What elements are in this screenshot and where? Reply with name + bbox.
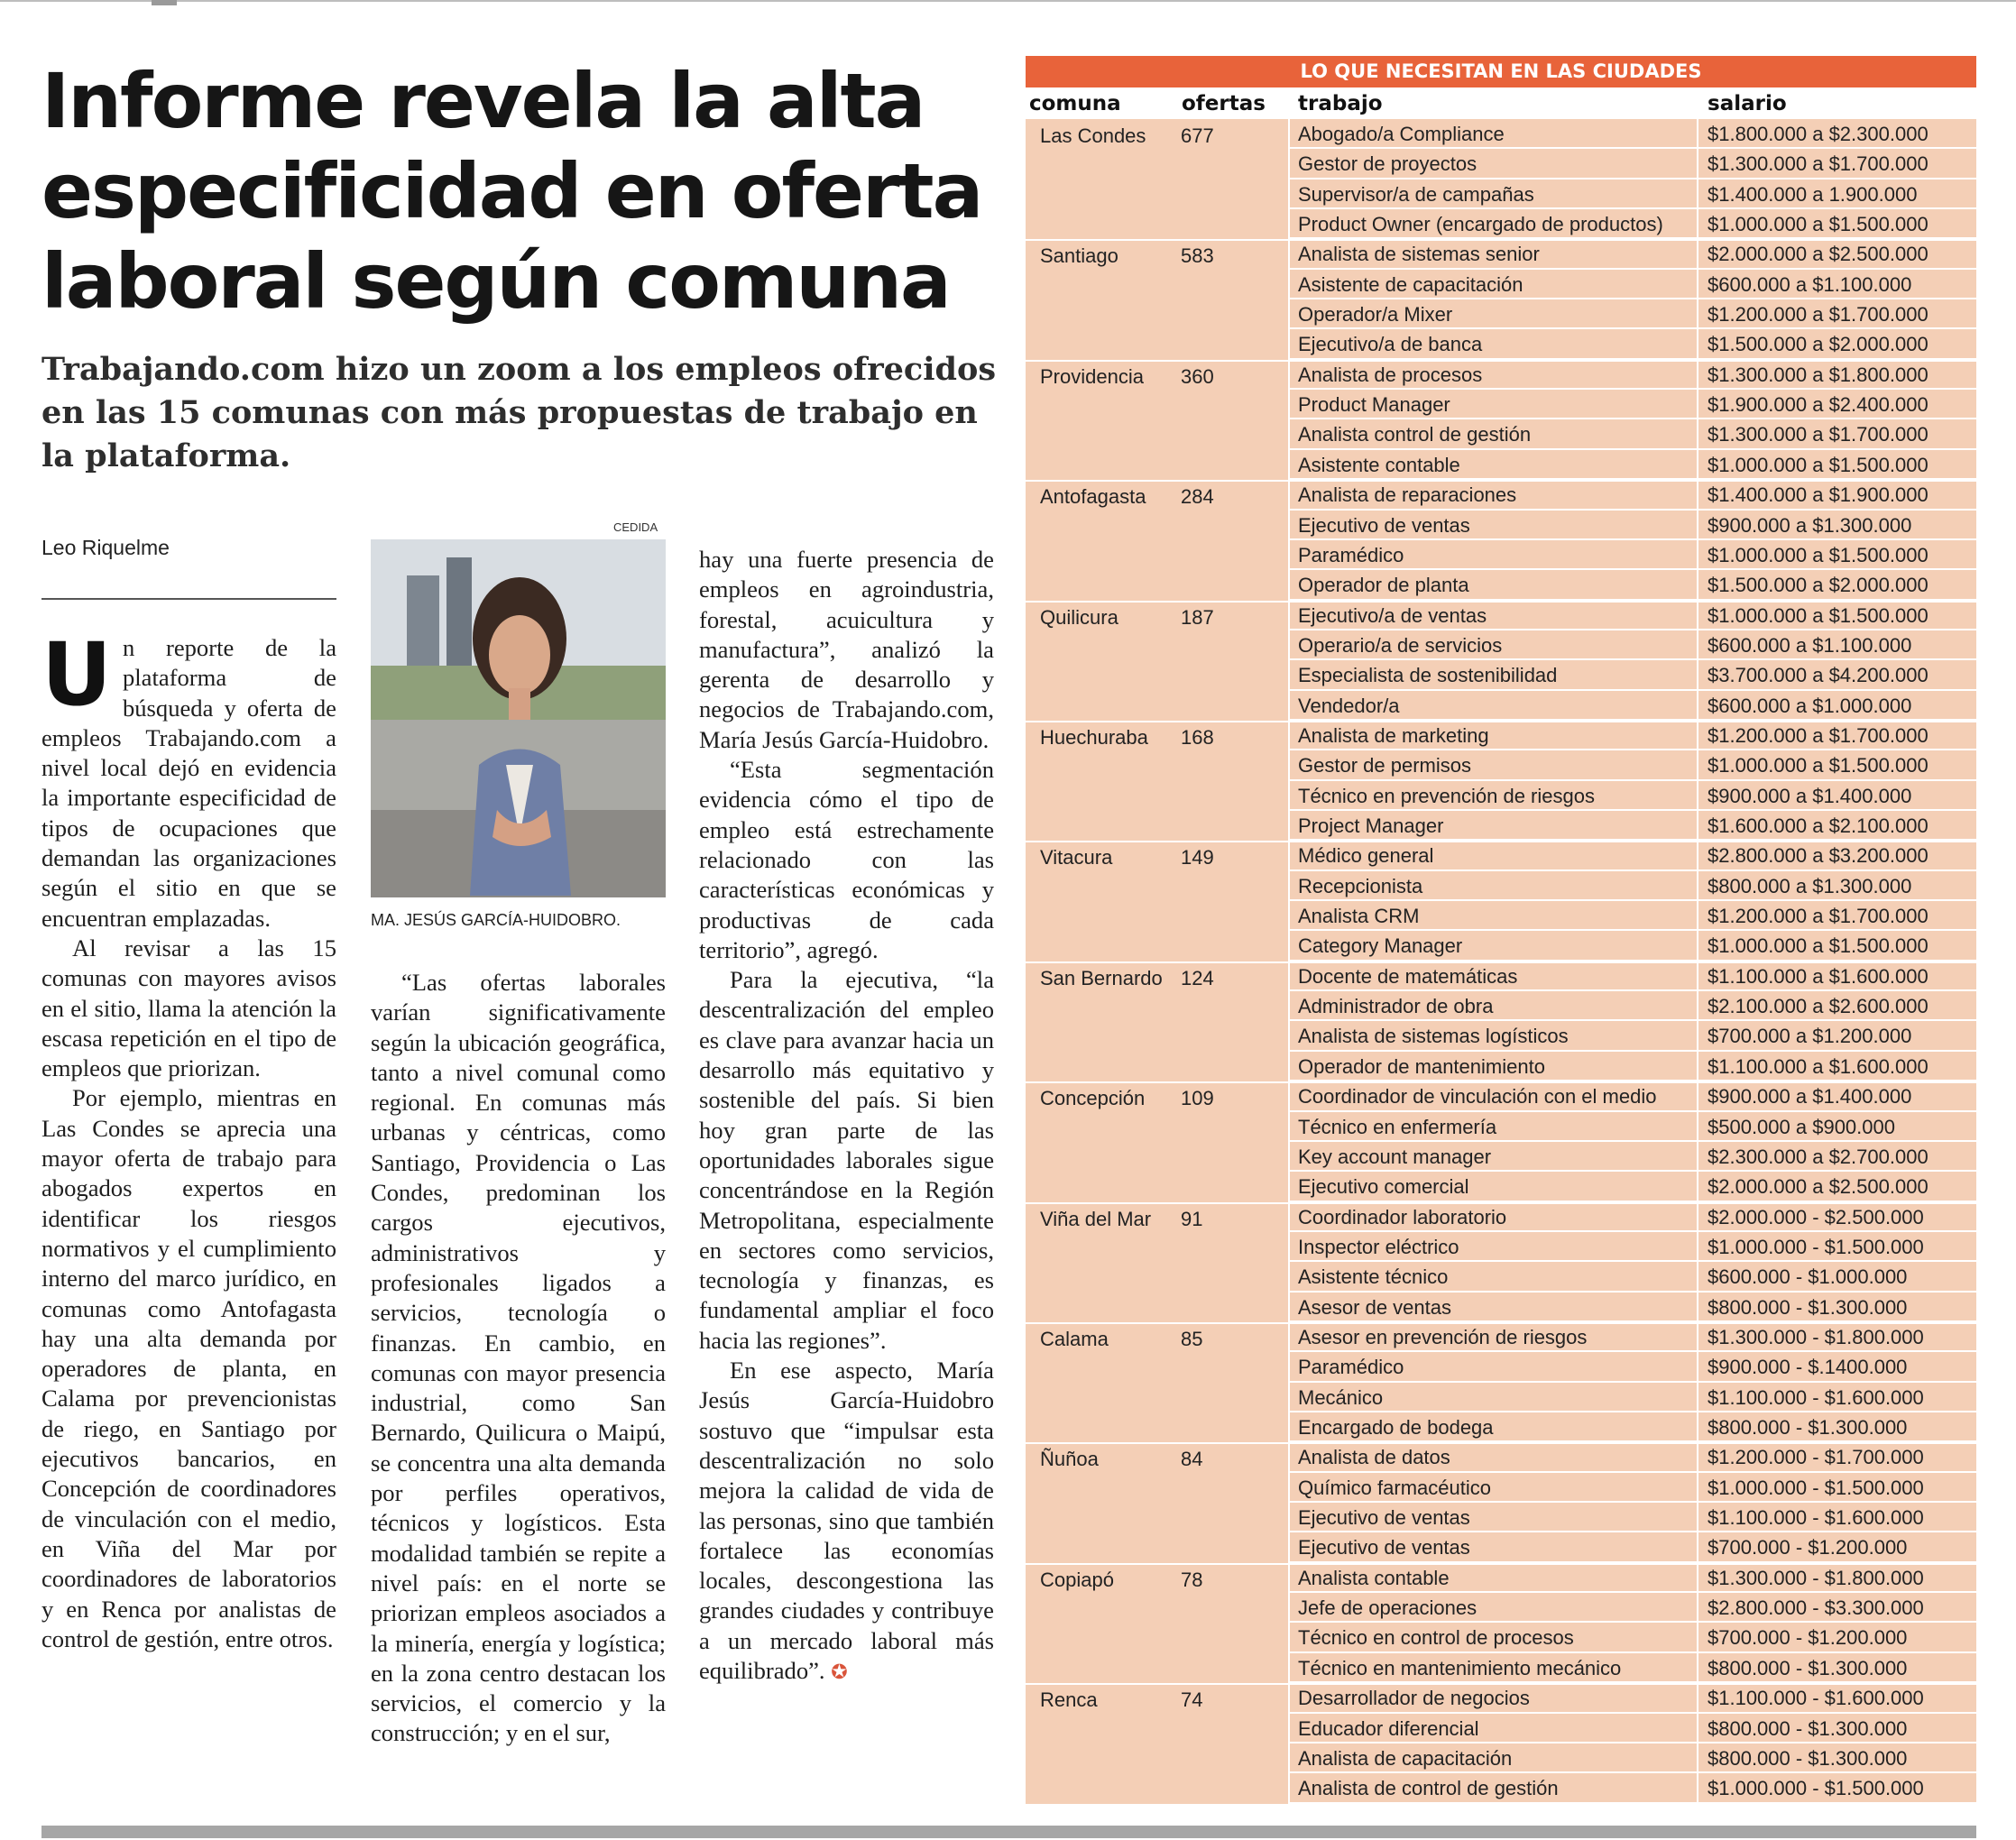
table-row [1290,480,1976,510]
cell-divider [1697,1352,1698,1382]
trabajo-cell: Analista de sistemas senior [1298,243,1540,266]
cell-divider [1697,239,1698,269]
trabajo-cell: Gestor de proyectos [1298,152,1477,176]
table-row [1290,841,1976,870]
salario-cell: $1.200.000 - $1.700.000 [1708,1446,1924,1469]
table-row [1290,270,1976,299]
cell-divider [1697,1473,1698,1503]
table-group [1026,1202,1976,1322]
table-row [1290,450,1976,480]
table-group [1026,1563,1976,1683]
top-rule [0,0,2016,2]
byline-rule [41,598,336,600]
header-comuna: comuna [1029,92,1121,115]
comuna-cell: Providencia [1040,364,1144,388]
trabajo-cell: Coordinador de vinculación con el medio [1298,1085,1657,1109]
table-title: LO QUE NECESITAN EN LAS CIUDADES [1026,56,1976,87]
cell-divider [1697,1653,1698,1683]
comuna-cell: Santiago [1040,244,1118,268]
deck-subtitle: Trabajando.com hizo un zoom a los empleos ofrecidos en las 15 comunas con más propuestas de trabajo en la plataforma. [41,351,997,474]
cell-divider [1697,1081,1698,1111]
salario-cell: $800.000 - $1.300.000 [1708,1716,1908,1740]
salario-cell: $1.000.000 a $1.500.000 [1708,213,1929,236]
table-row [1290,1172,1976,1201]
salario-cell: $800.000 - $1.300.000 [1708,1295,1908,1319]
trabajo-cell: Operador de planta [1298,574,1469,597]
table-row [1290,781,1976,811]
trabajo-cell: Técnico en prevención de riesgos [1298,784,1595,807]
salario-cell: $1.300.000 a $1.700.000 [1708,152,1929,176]
salario-cell: $1.300.000 - $1.800.000 [1708,1326,1924,1348]
salario-cell: $600.000 - $1.000.000 [1708,1265,1908,1289]
trabajo-cell: Ejecutivo comercial [1298,1175,1469,1199]
cell-divider [1697,871,1698,901]
table-row [1290,660,1976,690]
salario-cell: $1.500.000 a $2.000.000 [1708,574,1929,597]
table-row [1290,750,1976,780]
salario-cell: $2.300.000 a $2.700.000 [1708,1145,1929,1168]
article-column-1 [41,624,336,1654]
trabajo-cell: Product Manager [1298,393,1450,417]
table-row [1290,360,1976,390]
cell-divider [1697,781,1698,811]
cell-divider [1697,901,1698,931]
salario-cell: $700.000 a $1.200.000 [1708,1025,1912,1048]
comuna-cell: Antofagasta [1040,485,1146,509]
table-row [1290,721,1976,750]
comuna-cell: Vitacura [1040,846,1113,869]
table-row [1290,1773,1976,1803]
cell-divider [1697,1714,1698,1743]
table-row [1290,1532,1976,1562]
salario-cell: $700.000 - $1.200.000 [1708,1626,1908,1650]
table-row [1290,901,1976,931]
table-row [1290,1081,1976,1111]
cell-divider [1697,1412,1698,1442]
trabajo-cell: Analista de control de gestión [1298,1777,1559,1800]
table-group [1026,601,1976,721]
table-row [1290,209,1976,239]
cell-divider [1697,1293,1698,1322]
cell-divider [1697,1532,1698,1562]
salario-cell: $600.000 a $1.000.000 [1708,694,1912,717]
trabajo-cell: Asesor de ventas [1298,1295,1451,1319]
table-row [1290,1593,1976,1623]
cell-divider [1697,1052,1698,1081]
ofertas-cell: 91 [1181,1207,1203,1230]
cell-divider [1697,119,1698,149]
salario-cell: $1.200.000 a $1.700.000 [1708,303,1929,327]
table-row [1290,811,1976,841]
ofertas-cell: 284 [1181,485,1214,509]
table-row [1290,179,1976,209]
ofertas-cell: 677 [1181,124,1214,147]
cell-divider [1697,149,1698,179]
table-row [1290,1412,1976,1442]
cell-divider [1697,1503,1698,1532]
comuna-cell: Renca [1040,1688,1098,1712]
cell-divider [1697,329,1698,359]
trabajo-cell: Mecánico [1298,1385,1384,1409]
cell-divider [1697,270,1698,299]
ofertas-cell: 85 [1181,1328,1203,1350]
article-column-3 [699,545,994,1688]
trabajo-cell: Docente de matemáticas [1298,964,1518,988]
table-row [1290,931,1976,961]
table-row [1290,1262,1976,1292]
cell-divider [1697,1112,1698,1142]
trabajo-cell: Encargado de bodega [1298,1416,1494,1440]
trabajo-cell: Gestor de permisos [1298,754,1471,777]
table-row [1290,1232,1976,1262]
table-row [1290,1052,1976,1081]
trabajo-cell: Técnico en enfermería [1298,1115,1497,1138]
cell-divider [1697,570,1698,600]
salario-cell: $1.300.000 a $1.800.000 [1708,363,1929,386]
byline: Leo Riquelme [41,536,170,559]
trabajo-cell: Asistente contable [1298,453,1460,476]
trabajo-cell: Ejecutivo de ventas [1298,513,1470,537]
trabajo-cell: Recepcionista [1298,874,1423,897]
comuna-cell: Viña del Mar [1040,1207,1152,1230]
trabajo-cell: Analista de capacitación [1298,1746,1513,1770]
cell-divider [1697,1743,1698,1773]
salario-cell: $800.000 a $1.300.000 [1708,874,1912,897]
trabajo-cell: Product Owner (encargado de productos) [1298,213,1663,236]
trabajo-cell: Operador/a Mixer [1298,303,1453,327]
salario-cell: $1.500.000 a $2.000.000 [1708,333,1929,356]
trabajo-cell: Analista CRM [1298,905,1420,928]
salario-cell: $500.000 a $900.000 [1708,1115,1895,1138]
cell-divider [1697,961,1698,991]
paragraph: “Las ofertas laborales varían significativamente según la ubicación geográfica, tanto a nivel comunal como regional. En comunas más urbanas y céntricas, como Santiago, Providencia o Las Condes, predominan los cargos ejecutivos, administrativos y profesionales ligados a servicios, tecnología o finanzas. En cambio, en comunas con mayor presencia industrial, como San Bernardo, Quilicura o Maipú, se concentra una alta demanda por perfiles operativos, técnicos y logísticos. Esta modalidad también se repite a nivel país: en el norte se priorizan empleos asociados a la minería, energía y logística; en la zona centro destacan los servicios, el comercio y la construcción; y en el sur, [371,969,666,1747]
table-row [1290,1563,1976,1593]
salario-cell: $900.000 a $1.400.000 [1708,784,1912,807]
table-row [1290,540,1976,570]
cell-divider [1697,1773,1698,1803]
table-group [1026,1683,1976,1803]
cell-divider [1697,1262,1698,1292]
salario-cell: $1.200.000 a $1.700.000 [1708,724,1929,747]
ofertas-cell: 74 [1181,1688,1203,1712]
trabajo-cell: Desarrollador de negocios [1298,1687,1530,1710]
table-row [1290,1021,1976,1051]
comuna-cell: Quilicura [1040,605,1118,629]
cell-divider [1697,209,1698,239]
salario-cell: $1.000.000 - $1.500.000 [1708,1235,1924,1258]
salario-cell: $1.900.000 a $2.400.000 [1708,393,1929,417]
ofertas-cell: 149 [1181,846,1214,869]
salario-cell: $1.100.000 a $1.600.000 [1708,1054,1929,1078]
comuna-cell: Ñuñoa [1040,1448,1099,1471]
cell-divider [1697,511,1698,540]
salario-cell: $2.000.000 - $2.500.000 [1708,1205,1924,1228]
paragraph: Por ejemplo, mientras en Las Condes se aprecia una mayor oferta de trabajo para abogados expertos en identificar los riesgos normativos y el cumplimiento interno del marco jurídico, en comunas como Antofagasta hay una alta demanda por operadores de planta, en Calama por prevencionistas de riego, en Santiago por ejecutivos bancarios, en Concepción de coordinadores de vinculación con el medio, en Viña del Mar por coordinadores de laboratorios y en Renca por analistas de control de gestión, entre otros. [41,1084,336,1652]
cell-divider [1697,1202,1698,1232]
trabajo-cell: Analista de datos [1298,1446,1450,1469]
salario-cell: $600.000 a $1.100.000 [1708,272,1912,296]
row-rule [1290,1802,1976,1804]
trabajo-cell: Técnico en control de procesos [1298,1626,1574,1650]
trabajo-cell: Analista de procesos [1298,363,1483,386]
trabajo-cell: Analista de marketing [1298,724,1489,747]
table-group [1026,1322,1976,1442]
salario-cell: $1.000.000 a $1.500.000 [1708,934,1929,958]
table-row [1290,961,1976,991]
ofertas-cell: 187 [1181,605,1214,629]
trabajo-cell: Ejecutivo de ventas [1298,1536,1470,1559]
trabajo-cell: Asistente técnico [1298,1265,1449,1289]
cell-divider [1697,841,1698,870]
salario-cell: $800.000 - $1.300.000 [1708,1746,1908,1770]
trabajo-cell: Inspector eléctrico [1298,1235,1459,1258]
trabajo-cell: Paramédico [1298,543,1404,566]
trabajo-cell: Médico general [1298,844,1434,868]
cell-divider [1697,540,1698,570]
ofertas-cell: 78 [1181,1568,1203,1591]
salario-cell: $1.400.000 a 1.900.000 [1708,182,1918,206]
cell-divider [1697,660,1698,690]
ofertas-cell: 124 [1181,966,1214,989]
header-trabajo: trabajo [1298,92,1383,115]
cell-divider [1697,750,1698,780]
table-row [1290,1112,1976,1142]
ofertas-cell: 168 [1181,726,1214,749]
ofertas-cell: 84 [1181,1448,1203,1471]
salario-cell: $700.000 - $1.200.000 [1708,1536,1908,1559]
trabajo-cell: Supervisor/a de campañas [1298,182,1534,206]
trabajo-cell: Administrador de obra [1298,995,1494,1018]
comuna-cell: San Bernardo [1040,966,1163,989]
cell-divider [1697,299,1698,329]
salario-cell: $1.000.000 a $1.500.000 [1708,453,1929,476]
cell-divider [1697,1683,1698,1713]
table-group [1026,841,1976,961]
column-divider [1288,119,1290,1804]
salario-cell: $900.000 - $.1400.000 [1708,1356,1908,1379]
table-header [1026,88,1976,119]
table-group [1026,360,1976,480]
comuna-cell: Huechuraba [1040,726,1148,749]
headline: Informe revela la alta especificidad en oferta laboral según comuna [41,57,982,326]
table-row [1290,1623,1976,1652]
salario-cell: $1.000.000 - $1.500.000 [1708,1777,1924,1800]
salario-cell: $1.300.000 a $1.700.000 [1708,423,1929,446]
paragraph: “Esta segmentación evidencia cómo el tipo de empleo está estrechamente relacionado con las características económicas y productivas de cada territorio”, agregó. [699,756,994,963]
trabajo-cell: Asesor en prevención de riesgos [1298,1326,1588,1348]
cell-divider [1697,1021,1698,1051]
cell-divider [1697,1623,1698,1652]
salario-cell: $1.100.000 - $1.600.000 [1708,1506,1924,1530]
ofertas-cell: 360 [1181,364,1214,388]
paragraph: En ese aspecto, María Jesús García-Huidobro sostuvo que “impulsar esta descentralización no solo mejora la calidad de vida de las personas, sino que también fortalece las economías locales, descongestiona las grandes ciudades y contribuye a un mercado laboral más equilibrado”. ✪ [699,1357,994,1684]
cell-divider [1697,360,1698,390]
cell-divider [1697,601,1698,630]
trabajo-cell: Analista control de gestión [1298,423,1532,446]
trabajo-cell: Ejecutivo/a de banca [1298,333,1483,356]
trabajo-cell: Ejecutivo de ventas [1298,1506,1470,1530]
cell-divider [1697,931,1698,961]
salario-cell: $1.400.000 a $1.900.000 [1708,483,1929,507]
comuna-cell: Concepción [1040,1087,1146,1110]
salario-cell: $2.100.000 a $2.600.000 [1708,995,1929,1018]
cell-divider [1697,480,1698,510]
salario-cell: $1.600.000 a $2.100.000 [1708,814,1929,838]
cell-divider [1697,991,1698,1021]
salario-cell: $3.700.000 a $4.200.000 [1708,664,1929,687]
comuna-cell: Calama [1040,1328,1109,1350]
salario-cell: $800.000 - $1.300.000 [1708,1416,1908,1440]
trabajo-cell: Analista contable [1298,1566,1450,1589]
salario-cell: $1.100.000 a $1.600.000 [1708,964,1929,988]
salario-cell: $1.800.000 a $2.300.000 [1708,123,1929,145]
cell-divider [1697,721,1698,750]
trabajo-cell: Analista de sistemas logísticos [1298,1025,1569,1048]
table-row [1290,1352,1976,1382]
salario-cell: $1.100.000 - $1.600.000 [1708,1687,1924,1710]
comuna-cell: Copiapó [1040,1568,1114,1591]
trabajo-cell: Analista de reparaciones [1298,483,1517,507]
bottom-bar [41,1826,1976,1838]
trabajo-cell: Técnico en mantenimiento mecánico [1298,1656,1622,1679]
cell-divider [1697,1383,1698,1412]
trabajo-cell: Químico farmacéutico [1298,1476,1491,1499]
paragraph: Al revisar a las 15 comunas con mayores avisos en el sitio, llama la atención la escasa repetición en el tipo de empleos que priorizan. [41,934,336,1082]
table-group [1026,1442,1976,1562]
salario-cell: $1.000.000 a $1.500.000 [1708,543,1929,566]
table-row [1290,1322,1976,1352]
table-group [1026,1081,1976,1201]
trabajo-cell: Paramédico [1298,1356,1404,1379]
trabajo-cell: Project Manager [1298,814,1444,838]
cell-divider [1697,811,1698,841]
paragraph: Para la ejecutiva, “la descentralización del empleo es clave para avanzar hacia un desarrollo más equitativo y sostenible del país. Si bien hoy gran parte de las oportunidades laborales sigue concentrándose en la Región Metropolitana, especialmente en sectores como servicios, tecnología y finanzas, es fundamental ampliar el foco hacia las regiones”. [699,966,994,1354]
drop-cap: U [41,624,112,725]
table-group [1026,961,1976,1081]
table-row [1290,119,1976,149]
trabajo-cell: Abogado/a Compliance [1298,123,1505,145]
photo-caption: MA. JESÚS GARCÍA-HUIDOBRO. [371,911,621,929]
salario-cell: $900.000 a $1.400.000 [1708,1085,1912,1109]
cell-divider [1697,691,1698,721]
table-group [1026,721,1976,841]
ofertas-cell: 109 [1181,1087,1214,1110]
table-row [1290,511,1976,540]
salario-cell: $2.800.000 a $3.200.000 [1708,844,1929,868]
portrait-photo [371,539,666,897]
salario-cell: $1.300.000 - $1.800.000 [1708,1566,1924,1589]
cell-divider [1697,1142,1698,1172]
table-row [1290,239,1976,269]
table-row [1290,691,1976,721]
cell-divider [1697,630,1698,660]
cell-divider [1697,1232,1698,1262]
salario-cell: $2.000.000 a $2.500.000 [1708,243,1929,266]
ofertas-cell: 583 [1181,244,1214,268]
salario-cell: $800.000 - $1.300.000 [1708,1656,1908,1679]
article-column-2 [371,968,666,1749]
paragraph: Un reporte de la plataforma de búsqueda y oferta de empleos Trabajando.com a nivel local dejó en evidencia la importante especificidad de tipos de ocupaciones que demandan las organizaciones según el sitio en que se encuentran emplazadas. [41,624,336,932]
table-row [1290,570,1976,600]
trabajo-cell: Especialista de sostenibilidad [1298,664,1558,687]
trabajo-cell: Vendedor/a [1298,694,1400,717]
table-row [1290,1653,1976,1683]
table-row [1290,1503,1976,1532]
table-row [1290,329,1976,359]
salario-cell: $1.100.000 - $1.600.000 [1708,1385,1924,1409]
salario-cell: $900.000 a $1.300.000 [1708,513,1912,537]
table-row [1290,991,1976,1021]
trabajo-cell: Key account manager [1298,1145,1492,1168]
table-row [1290,149,1976,179]
trabajo-cell: Ejecutivo/a de ventas [1298,603,1487,627]
table-group [1026,119,1976,239]
salario-cell: $600.000 a $1.100.000 [1708,633,1912,657]
trabajo-cell: Coordinador laboratorio [1298,1205,1507,1228]
salario-cell: $1.000.000 a $1.500.000 [1708,754,1929,777]
trabajo-cell: Asistente de capacitación [1298,272,1524,296]
table-row [1290,1202,1976,1232]
table-row [1290,1293,1976,1322]
cell-divider [1697,450,1698,480]
cell-divider [1697,1593,1698,1623]
trabajo-cell: Operario/a de servicios [1298,633,1503,657]
table-body [1026,119,1976,1804]
table-row [1290,299,1976,329]
salario-cell: $2.000.000 a $2.500.000 [1708,1175,1929,1199]
comuna-cell: Las Condes [1040,124,1146,147]
table-row [1290,1743,1976,1773]
header-salario: salario [1708,92,1787,115]
salario-cell: $1.200.000 a $1.700.000 [1708,905,1929,928]
header-ofertas: ofertas [1182,92,1266,115]
salario-cell: $1.000.000 a $1.500.000 [1708,603,1929,627]
table-group [1026,239,1976,359]
trabajo-cell: Category Manager [1298,934,1463,958]
trabajo-cell: Jefe de operaciones [1298,1596,1477,1620]
salario-cell: $1.000.000 - $1.500.000 [1708,1476,1924,1499]
cell-divider [1697,1442,1698,1472]
table-row [1290,1142,1976,1172]
end-mark-icon: ✪ [831,1661,848,1684]
cell-divider [1697,390,1698,419]
jobs-table [1026,56,1976,1804]
table-row [1290,1442,1976,1472]
table-row [1290,871,1976,901]
table-row [1290,1683,1976,1713]
table-row [1290,1383,1976,1412]
table-row [1290,601,1976,630]
photo-credit: CEDIDA [613,520,658,534]
table-row [1290,1714,1976,1743]
trabajo-cell: Educador diferencial [1298,1716,1479,1740]
trabajo-cell: Operador de mantenimiento [1298,1054,1545,1078]
cell-divider [1697,1563,1698,1593]
paragraph: hay una fuerte presencia de empleos en agroindustria, forestal, acuicultura y manufactura”, analizó la gerenta de desarrollo y negocios de Trabajando.com, María Jesús García-Huidobro. [699,546,994,753]
cell-divider [1697,179,1698,209]
table-row [1290,1473,1976,1503]
cell-divider [1697,1322,1698,1352]
table-row [1290,630,1976,660]
salario-cell: $2.800.000 - $3.300.000 [1708,1596,1924,1620]
table-row [1290,419,1976,449]
cell-divider [1697,419,1698,449]
table-group [1026,480,1976,600]
cell-divider [1697,1172,1698,1201]
top-rule-tick [152,0,177,5]
table-row [1290,390,1976,419]
